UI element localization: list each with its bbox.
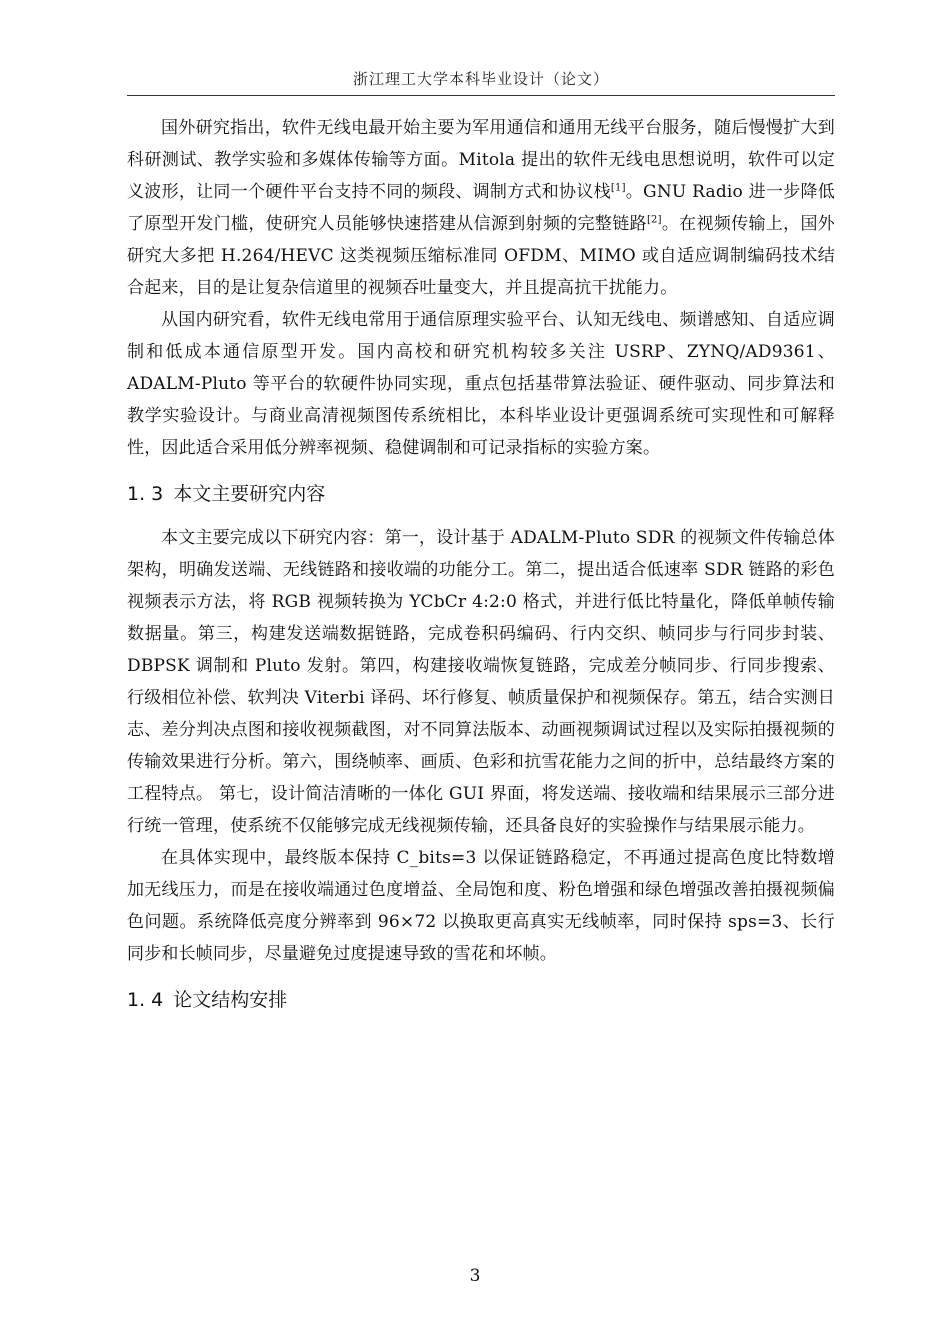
section-title: 论文结构安排 [173,989,288,1011]
citation-ref[interactable]: [1] [610,182,626,194]
paragraph-text: 国外研究指出，软件无线电最开始主要为军用通信和通用无线平台服务，随后慢慢扩大到科研测试、教学实验和多媒体传输等方面。Mitola 提出的软件无线电思想说明，软件可以定义波形，让同一个硬件平台支持不同的频段、调制方式和协议栈 [127,118,835,202]
paragraph-implementation: 在具体实现中，最终版本保持 C_bits=3 以保证链路稳定，不再通过提高色度比特数增加无线压力，而是在接收端通过色度增益、全局饱和度、粉色增强和绿色增强改善拍摄视频偏色问题。系统降低亮度分辨率到 96×72 以换取更高真实无线帧率，同时保持 sps=3、长行同步和长帧同步，尽量避免过度提速导致的雪花和坏帧。 [127,848,835,964]
section-number: 1. 4 [127,989,164,1011]
paragraph-text: 。GNU Radio 进一步降低了原型开发门槛，使研究人员能够快速搭建从信源到射频的完整链路 [127,182,835,234]
section-heading-1-4 [127,982,835,1018]
running-header: 浙江理工大学本科毕业设计（论文） [352,70,609,88]
citation-ref[interactable]: [2] [646,214,662,226]
paragraph-research-content: 本文主要完成以下研究内容：第一，设计基于 ADALM-Pluto SDR 的视频文件传输总体架构，明确发送端、无线链路和接收端的功能分工。第二，提出适合低速率 SDR 链路的彩色视频表示方法，将 RGB 视频转换为 YCbCr 4:2:0 格式，并进行低比特量化，降低单帧传输数据量。第三，构建发送端数据链路，完成卷积码编码、行内交织、帧同步与行同步封装、DBPSK 调制和 Pluto 发射。第四，构建接收端恢复链路，完成差分帧同步、行同步搜索、行级相位补偿、软判决 Viterbi 译码、坏行修复、帧质量保护和视频保存。第五，结合实测日志、差分判决点图和接收视频截图，对不同算法版本、动画视频调试过程以及实际拍摄视频的传输效果进行分析。第六，围绕帧率、画质、色彩和抗雪花能力之间的折中，总结最终方案的工程特点。 第七，设计简洁清晰的一体化 GUI 界面，将发送端、接收端和结果展示三部分进行统一管理，使系统不仅能够完成无线视频传输，还具备良好的实验操作与结果展示能力。 [127,528,835,836]
section-title: 本文主要研究内容 [173,483,326,505]
paragraph-foreign-research [127,112,835,304]
paragraph-domestic-research: 从国内研究看，软件无线电常用于通信原理实验平台、认知无线电、频谱感知、自适应调制和低成本通信原型开发。国内高校和研究机构较多关注 USRP、ZYNQ/AD9361、ADALM-Pluto 等平台的软硬件协同实现，重点包括基带算法验证、硬件驱动、同步算法和教学实验设计。与商业高清视频图传系统相比，本科毕业设计更强调系统可实现性和可解释性，因此适合采用低分辨率视频、稳健调制和可记录指标的实验方案。 [127,310,835,458]
section-number: 1. 3 [127,483,164,505]
header-rule [127,95,835,96]
body-content [127,112,835,1028]
page-number: 3 [469,1266,481,1286]
paragraph-text: 。在视频传输上，国外研究大多把 H.264/HEVC 这类视频压缩标准同 OFDM、MIMO 或自适应调制编码技术结合起来，目的是让复杂信道里的视频吞吐量变大，并且提高抗干扰能力。 [127,214,836,298]
section-heading-1-3 [127,476,835,512]
